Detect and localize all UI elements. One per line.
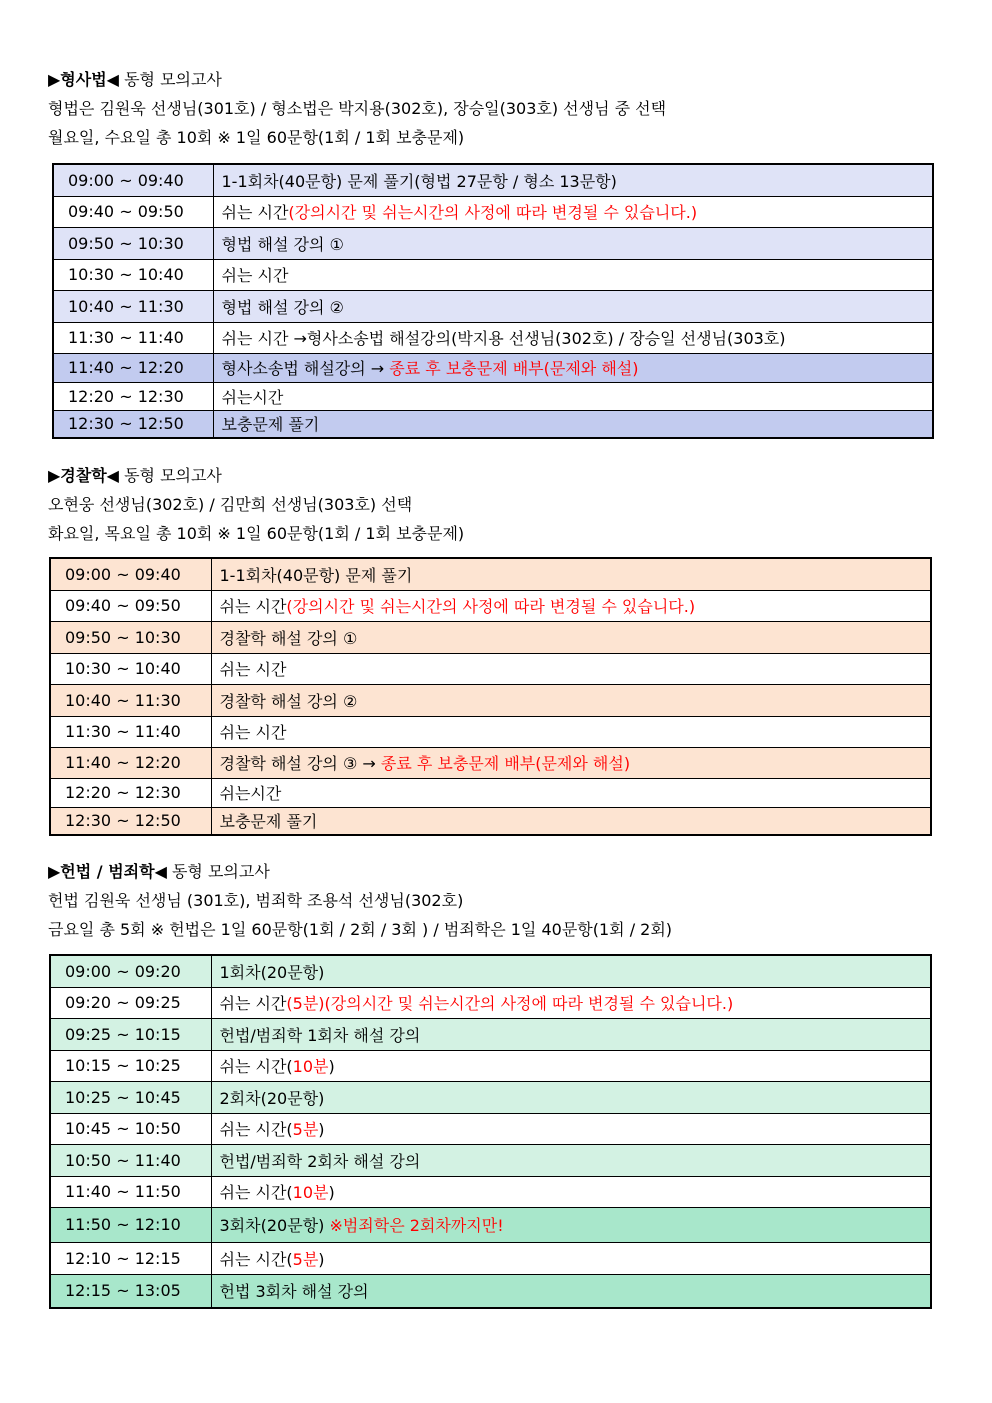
notice-text: (강의시간 및 쉬는시간의 사정에 따라 변경될 수 있습니다.) bbox=[286, 597, 696, 616]
description-text: 2회차(20문항) bbox=[219, 1088, 325, 1108]
schedule-row bbox=[53, 322, 933, 353]
section-info-line: 금요일 총 5회 ※ 헌법은 1일 60문항(1회 / 2회 / 3회 ) / 범죄학은 1일 40문항(1회 / 2회) bbox=[48, 920, 673, 939]
description-cell bbox=[211, 653, 931, 684]
schedule-row bbox=[50, 653, 931, 684]
description-cell bbox=[211, 1176, 931, 1207]
schedule-row bbox=[50, 1274, 931, 1308]
description-text: 보충문제 풀기 bbox=[219, 812, 318, 832]
description-text: 경찰학 해설 강의 ① bbox=[219, 628, 358, 648]
description-text: 쉬는 시간 bbox=[219, 597, 287, 616]
description-text: 쉬는 시간( bbox=[219, 1183, 293, 1202]
description-text: 쉬는 시간 bbox=[221, 203, 289, 222]
time-cell: 10:15 ~ 10:25 bbox=[50, 1050, 211, 1081]
time-cell: 09:40 ~ 09:50 bbox=[50, 590, 211, 621]
time-cell: 09:00 ~ 09:40 bbox=[50, 558, 211, 590]
description-cell bbox=[211, 1274, 931, 1308]
schedule-row bbox=[50, 1050, 931, 1081]
description-text-after: ) bbox=[318, 1120, 325, 1139]
time-cell: 09:00 ~ 09:40 bbox=[53, 164, 213, 196]
description-cell bbox=[213, 382, 933, 410]
section-title-rest: 동형 모의고사 bbox=[118, 70, 222, 89]
description-text: 쉬는 시간 bbox=[219, 723, 287, 742]
notice-text: 5분 bbox=[292, 1249, 319, 1269]
notice-text: ※범죄학은 2회차까지만! bbox=[329, 1216, 504, 1235]
description-text: 쉬는 시간( bbox=[219, 1120, 293, 1139]
section-constitution-criminology bbox=[48, 862, 672, 940]
section-title bbox=[48, 862, 672, 882]
schedule-row bbox=[50, 987, 931, 1018]
description-text: 쉬는 시간( bbox=[219, 1057, 293, 1076]
section-title bbox=[48, 466, 464, 486]
description-text: 보충문제 풀기 bbox=[221, 415, 320, 435]
schedule-row bbox=[53, 227, 933, 259]
section-info-line: 오현웅 선생님(302호) / 김만희 선생님(303호) 선택 bbox=[48, 495, 413, 514]
time-cell: 12:20 ~ 12:30 bbox=[50, 778, 211, 807]
time-cell: 09:20 ~ 09:25 bbox=[50, 987, 211, 1018]
description-cell bbox=[211, 716, 931, 747]
time-cell: 12:10 ~ 12:15 bbox=[50, 1242, 211, 1274]
time-cell: 11:40 ~ 12:20 bbox=[50, 747, 211, 778]
description-cell bbox=[211, 747, 931, 778]
description-cell bbox=[213, 196, 933, 227]
schedule-row bbox=[53, 290, 933, 322]
section-title bbox=[48, 70, 666, 90]
schedule-row bbox=[50, 1144, 931, 1176]
time-cell: 10:40 ~ 11:30 bbox=[50, 684, 211, 716]
description-text: 경찰학 해설 강의 ③ → bbox=[219, 754, 381, 773]
time-cell: 10:30 ~ 10:40 bbox=[50, 653, 211, 684]
description-text: 쉬는시간 bbox=[221, 387, 284, 407]
schedule-table-police-science bbox=[49, 557, 932, 836]
schedule-row bbox=[50, 778, 931, 807]
section-info-line: 화요일, 목요일 총 10회 ※ 1일 60문항(1회 / 1회 보충문제) bbox=[48, 524, 465, 543]
description-cell bbox=[211, 807, 931, 835]
schedule-row bbox=[50, 684, 931, 716]
description-cell bbox=[211, 1242, 931, 1274]
schedule-row bbox=[50, 1176, 931, 1207]
time-cell: 11:50 ~ 12:10 bbox=[50, 1207, 211, 1242]
schedule-table-constitution-criminology bbox=[49, 954, 932, 1309]
section-info-line: 월요일, 수요일 총 10회 ※ 1일 60문항(1회 / 1회 보충문제) bbox=[48, 128, 465, 147]
notice-text: 종료 후 보충문제 배부(문제와 해설) bbox=[380, 754, 631, 773]
description-cell bbox=[211, 684, 931, 716]
notice-text: 5분 bbox=[292, 1120, 319, 1139]
description-cell bbox=[211, 1144, 931, 1176]
schedule-row bbox=[50, 621, 931, 653]
time-cell: 09:50 ~ 10:30 bbox=[50, 621, 211, 653]
description-text: 쉬는 시간 →형사소송법 해설강의(박지용 선생님(302호) / 장승일 선생님(303호) bbox=[221, 329, 786, 348]
description-text: 헌법 3회차 해설 강의 bbox=[219, 1282, 369, 1302]
description-cell bbox=[211, 1050, 931, 1081]
section-title-name: ▶경찰학◀ bbox=[48, 466, 119, 485]
description-text: 1회차(20문항) bbox=[219, 962, 325, 982]
schedule-row bbox=[50, 558, 931, 590]
schedule-row bbox=[50, 1207, 931, 1242]
schedule-row bbox=[50, 590, 931, 621]
schedule-row bbox=[50, 747, 931, 778]
time-cell: 09:00 ~ 09:20 bbox=[50, 955, 211, 987]
description-cell bbox=[213, 227, 933, 259]
section-title-rest: 동형 모의고사 bbox=[118, 466, 222, 485]
description-text: 헌법/범죄학 2회차 해설 강의 bbox=[219, 1151, 421, 1171]
time-cell: 10:40 ~ 11:30 bbox=[53, 290, 213, 322]
time-cell: 12:30 ~ 12:50 bbox=[53, 410, 213, 438]
description-text: 쉬는 시간 bbox=[219, 660, 287, 679]
description-text-after: ) bbox=[328, 1057, 335, 1076]
schedule-row bbox=[50, 716, 931, 747]
time-cell: 09:40 ~ 09:50 bbox=[53, 196, 213, 227]
description-cell bbox=[211, 987, 931, 1018]
description-text: 쉬는시간 bbox=[219, 784, 282, 803]
description-text: 쉬는 시간( bbox=[219, 1249, 293, 1269]
section-title-name: ▶형사법◀ bbox=[48, 70, 119, 89]
section-info-line: 형법은 김원욱 선생님(301호) / 형소법은 박지용(302호), 장승일(303호) 선생님 중 선택 bbox=[48, 99, 667, 118]
schedule-row bbox=[53, 382, 933, 410]
time-cell: 10:30 ~ 10:40 bbox=[53, 259, 213, 290]
time-cell: 10:50 ~ 11:40 bbox=[50, 1144, 211, 1176]
description-text: 1-1회차(40문항) 문제 풀기 bbox=[219, 565, 413, 585]
time-cell: 10:45 ~ 10:50 bbox=[50, 1113, 211, 1144]
description-cell bbox=[211, 1081, 931, 1113]
description-cell bbox=[211, 621, 931, 653]
description-cell bbox=[211, 558, 931, 590]
time-cell: 09:50 ~ 10:30 bbox=[53, 227, 213, 259]
description-cell bbox=[211, 1113, 931, 1144]
schedule-table-criminal-law bbox=[52, 163, 934, 439]
section-title-rest: 동형 모의고사 bbox=[166, 862, 270, 881]
description-cell bbox=[213, 164, 933, 196]
schedule-row bbox=[53, 196, 933, 227]
notice-text: 10분 bbox=[292, 1057, 329, 1076]
section-title-name: ▶헌법 / 범죄학◀ bbox=[48, 862, 167, 881]
time-cell: 10:25 ~ 10:45 bbox=[50, 1081, 211, 1113]
description-text: 쉬는 시간 bbox=[219, 994, 287, 1013]
notice-text: (5분)(강의시간 및 쉬는시간의 사정에 따라 변경될 수 있습니다.) bbox=[286, 994, 734, 1013]
time-cell: 11:30 ~ 11:40 bbox=[53, 322, 213, 353]
time-cell: 11:30 ~ 11:40 bbox=[50, 716, 211, 747]
schedule-row bbox=[50, 1081, 931, 1113]
description-text: 경찰학 해설 강의 ② bbox=[219, 691, 358, 711]
notice-text: 10분 bbox=[292, 1183, 329, 1202]
time-cell: 12:30 ~ 12:50 bbox=[50, 807, 211, 835]
description-cell bbox=[213, 322, 933, 353]
schedule-row bbox=[50, 1113, 931, 1144]
section-info-line: 헌법 김원욱 선생님 (301호), 범죄학 조용석 선생님(302호) bbox=[48, 891, 464, 910]
schedule-row bbox=[50, 1018, 931, 1050]
time-cell: 11:40 ~ 12:20 bbox=[53, 353, 213, 382]
description-cell bbox=[213, 353, 933, 382]
description-text-after: ) bbox=[328, 1183, 335, 1202]
schedule-row bbox=[50, 807, 931, 835]
description-text: 3회차(20문항) bbox=[219, 1216, 330, 1235]
notice-text: 종료 후 보충문제 배부(문제와 해설) bbox=[389, 359, 639, 378]
time-cell: 12:15 ~ 13:05 bbox=[50, 1274, 211, 1308]
description-text: 형사소송법 해설강의 → bbox=[221, 359, 390, 378]
description-cell bbox=[213, 410, 933, 438]
description-cell bbox=[211, 1207, 931, 1242]
schedule-row bbox=[53, 164, 933, 196]
description-cell bbox=[211, 1018, 931, 1050]
schedule-row bbox=[53, 410, 933, 438]
schedule-row bbox=[53, 353, 933, 382]
description-text: 헌법/범죄학 1회차 해설 강의 bbox=[219, 1025, 421, 1045]
section-criminal-law bbox=[48, 70, 666, 148]
time-cell: 11:40 ~ 11:50 bbox=[50, 1176, 211, 1207]
description-cell bbox=[211, 590, 931, 621]
schedule-row bbox=[50, 955, 931, 987]
schedule-row bbox=[53, 259, 933, 290]
description-text: 형법 해설 강의 ② bbox=[221, 297, 344, 317]
description-cell bbox=[213, 290, 933, 322]
time-cell: 12:20 ~ 12:30 bbox=[53, 382, 213, 410]
time-cell: 09:25 ~ 10:15 bbox=[50, 1018, 211, 1050]
description-text-after: ) bbox=[318, 1249, 325, 1269]
description-text: 형법 해설 강의 ① bbox=[221, 234, 344, 254]
description-cell bbox=[211, 955, 931, 987]
schedule-row bbox=[50, 1242, 931, 1274]
description-cell bbox=[211, 778, 931, 807]
section-police-science bbox=[48, 466, 464, 544]
description-text: 쉬는 시간 bbox=[221, 266, 289, 285]
notice-text: (강의시간 및 쉬는시간의 사정에 따라 변경될 수 있습니다.) bbox=[288, 203, 698, 222]
description-cell bbox=[213, 259, 933, 290]
description-text: 1-1회차(40문항) 문제 풀기(형법 27문항 / 형소 13문항) bbox=[221, 171, 617, 191]
